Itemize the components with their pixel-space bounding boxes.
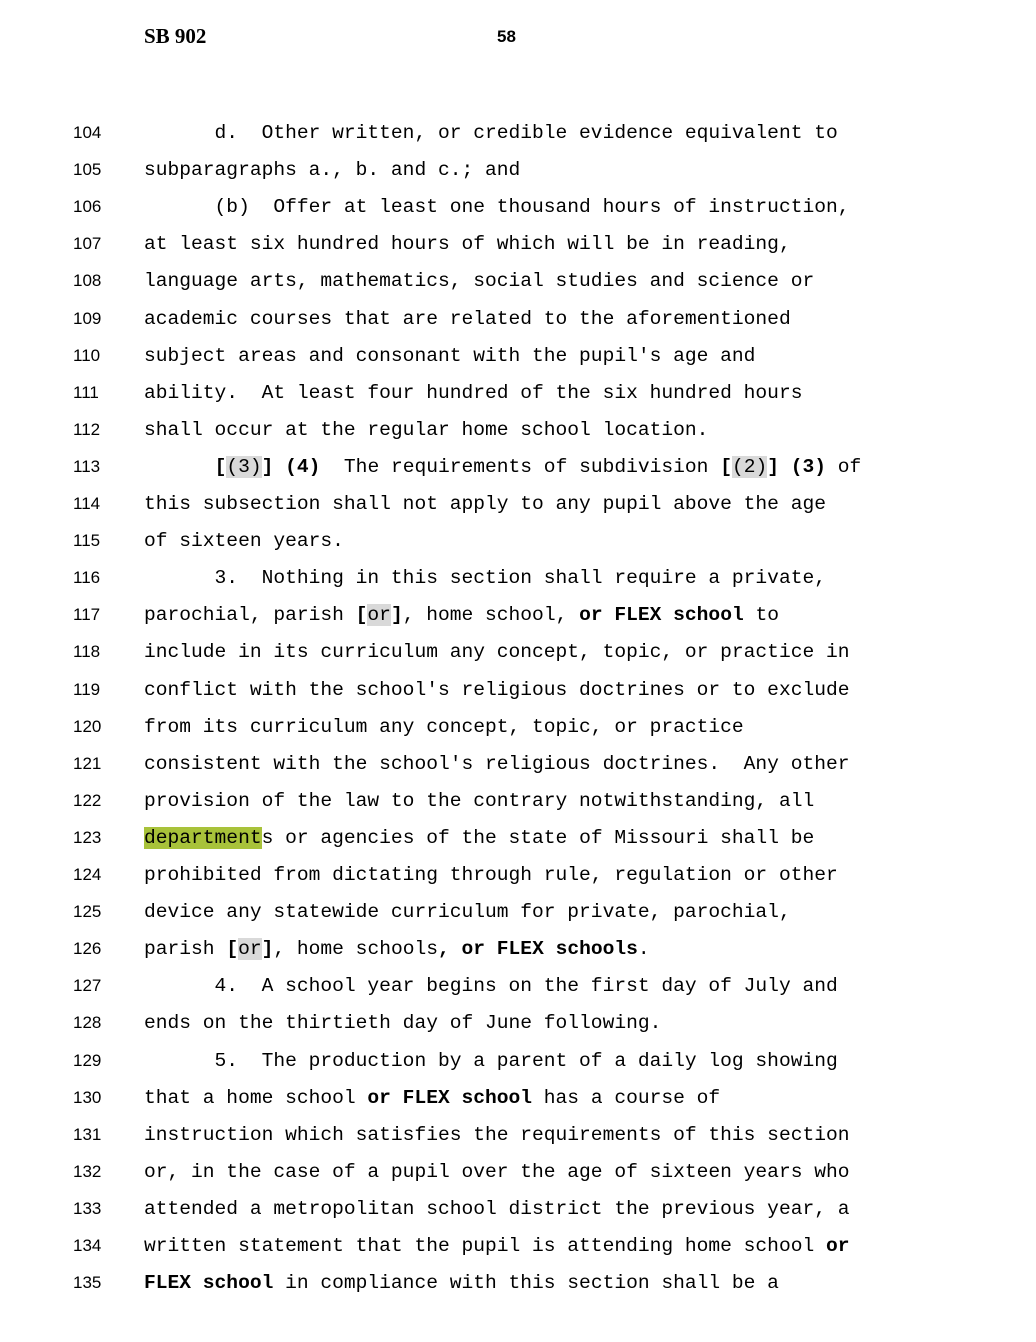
line-number: 116 bbox=[73, 568, 101, 588]
bill-line bbox=[0, 672, 1036, 709]
bill-line bbox=[0, 560, 1036, 597]
line-text bbox=[144, 603, 779, 627]
bill-line bbox=[0, 375, 1036, 412]
line-number: 122 bbox=[73, 790, 102, 810]
text-run: this subsection shall not apply to any pupil above the age bbox=[144, 493, 826, 515]
bill-line bbox=[0, 486, 1036, 523]
bold-inserted-text: ] bbox=[261, 938, 274, 961]
bold-inserted-text: or FLEX school bbox=[367, 1086, 533, 1109]
line-number: 128 bbox=[73, 1013, 102, 1033]
bill-line bbox=[0, 820, 1036, 857]
bill-line bbox=[0, 115, 1036, 152]
text-run: (b) Offer at least one thousand hours of instruction, bbox=[144, 196, 850, 219]
text-run: consistent with the school's religious doctrines. Any other bbox=[144, 752, 850, 775]
text-run: parish bbox=[144, 938, 227, 961]
line-number: 120 bbox=[73, 716, 102, 736]
line-number: 115 bbox=[73, 531, 101, 551]
bold-inserted-text: ] bbox=[390, 604, 403, 627]
text-run: shall occur at the regular home school location. bbox=[144, 418, 709, 441]
text-run: attended a metropolitan school district the previous year, a bbox=[144, 1197, 850, 1220]
line-text bbox=[144, 900, 791, 924]
bracketed-deleted-text: (3) bbox=[226, 455, 262, 478]
bold-inserted-text: or bbox=[825, 1235, 850, 1257]
line-text bbox=[144, 863, 838, 887]
line-number: 114 bbox=[73, 494, 101, 513]
line-number: 106 bbox=[73, 197, 102, 217]
line-text bbox=[144, 826, 814, 850]
line-number: 130 bbox=[73, 1087, 102, 1107]
text-run: or, in the case of a pupil over the age of sixteen years who bbox=[144, 1160, 850, 1183]
line-text bbox=[144, 1123, 850, 1147]
bill-identifier: SB 902 bbox=[144, 24, 207, 48]
page-number: 58 bbox=[497, 27, 516, 46]
text-run: 3. Nothing in this section shall require a private, bbox=[144, 567, 826, 590]
line-text bbox=[144, 381, 802, 405]
bill-line bbox=[0, 412, 1036, 449]
bill-line bbox=[0, 1080, 1036, 1117]
line-text bbox=[144, 1086, 720, 1110]
text-run: instruction which satisfies the requirements of this section bbox=[144, 1123, 850, 1146]
line-text bbox=[144, 678, 850, 702]
bill-line bbox=[0, 1005, 1036, 1042]
text-run: at least six hundred hours of which will be in reading, bbox=[144, 233, 791, 256]
line-text bbox=[144, 1271, 779, 1295]
bill-line bbox=[0, 634, 1036, 671]
bill-line bbox=[0, 1191, 1036, 1228]
text-run: parochial, parish bbox=[144, 604, 356, 627]
line-number: 129 bbox=[73, 1050, 102, 1070]
text-run: to bbox=[743, 604, 779, 627]
bill-line bbox=[0, 449, 1036, 486]
line-number: 127 bbox=[73, 976, 102, 996]
line-text bbox=[144, 937, 650, 961]
line-number: 105 bbox=[73, 160, 102, 180]
bill-line bbox=[0, 597, 1036, 634]
text-run: provision of the law to the contrary notwithstanding, all bbox=[144, 789, 815, 812]
bill-line bbox=[0, 857, 1036, 894]
line-text bbox=[144, 1197, 850, 1221]
bold-inserted-text: ] (4) bbox=[261, 455, 321, 478]
bill-line bbox=[0, 338, 1036, 375]
line-text bbox=[144, 121, 838, 145]
text-run: written statement that the pupil is attending home school bbox=[144, 1235, 826, 1257]
line-number: 107 bbox=[73, 234, 102, 254]
bill-line bbox=[0, 1265, 1036, 1302]
text-run bbox=[144, 456, 215, 478]
line-text bbox=[144, 195, 850, 219]
text-run: has a course of bbox=[532, 1086, 721, 1109]
text-run: in compliance with this section shall be a bbox=[273, 1272, 779, 1295]
text-run: language arts, mathematics, social studies and science or bbox=[144, 270, 815, 293]
bill-line bbox=[0, 226, 1036, 263]
line-text bbox=[144, 1011, 661, 1035]
text-run: include in its curriculum any concept, topic, or practice in bbox=[144, 641, 850, 664]
bold-inserted-text: FLEX school bbox=[144, 1272, 274, 1295]
line-number: 104 bbox=[73, 123, 102, 142]
line-number: 134 bbox=[73, 1236, 102, 1255]
bold-inserted-text: [ bbox=[355, 604, 368, 627]
bill-line bbox=[0, 894, 1036, 931]
line-number: 109 bbox=[73, 308, 102, 328]
line-text bbox=[144, 269, 814, 293]
line-text bbox=[144, 307, 791, 331]
bill-line bbox=[0, 263, 1036, 300]
text-run: subject areas and consonant with the pupil's age and bbox=[144, 344, 756, 367]
line-text bbox=[144, 1160, 850, 1184]
bill-line bbox=[0, 301, 1036, 338]
line-number: 123 bbox=[73, 827, 102, 847]
line-number: 113 bbox=[73, 456, 101, 476]
line-number: 119 bbox=[73, 679, 101, 699]
text-run: d. Other written, or credible evidence equivalent to bbox=[144, 122, 838, 144]
text-run: , home schools bbox=[273, 938, 438, 961]
bill-line bbox=[0, 189, 1036, 226]
bracketed-deleted-text: or bbox=[367, 604, 391, 627]
line-text bbox=[144, 492, 826, 516]
text-run: The requirements of subdivision bbox=[320, 455, 721, 478]
bold-inserted-text: [ bbox=[226, 938, 239, 961]
line-text bbox=[144, 232, 791, 256]
bracketed-deleted-text: (2) bbox=[731, 455, 768, 478]
bill-line bbox=[0, 931, 1036, 968]
line-number: 118 bbox=[73, 642, 101, 662]
bill-line bbox=[0, 1117, 1036, 1154]
text-run: 4. A school year begins on the first day of July and bbox=[144, 975, 838, 998]
line-text bbox=[144, 529, 344, 553]
bill-line bbox=[0, 1043, 1036, 1080]
text-run: from its curriculum any concept, topic, or practice bbox=[144, 715, 744, 738]
line-number: 135 bbox=[73, 1273, 102, 1293]
line-number: 125 bbox=[73, 902, 102, 922]
bold-inserted-text: or FLEX school bbox=[579, 604, 744, 627]
line-text bbox=[144, 752, 850, 776]
line-text bbox=[144, 974, 838, 998]
line-number: 133 bbox=[73, 1198, 102, 1218]
line-number: 126 bbox=[73, 939, 102, 959]
line-number: 111 bbox=[73, 382, 99, 402]
bill-line bbox=[0, 523, 1036, 560]
line-text bbox=[144, 418, 708, 442]
bold-inserted-text: [ bbox=[214, 455, 227, 478]
line-text bbox=[144, 566, 826, 590]
bold-inserted-text: , or FLEX schools bbox=[438, 938, 638, 961]
text-run: conflict with the school's religious doctrines or to exclude bbox=[144, 678, 850, 701]
text-run: . bbox=[637, 938, 650, 961]
bill-line bbox=[0, 152, 1036, 189]
line-number: 117 bbox=[73, 605, 101, 625]
text-run: academic courses that are related to the aforementioned bbox=[144, 307, 791, 330]
line-text bbox=[144, 715, 744, 739]
bill-line bbox=[0, 968, 1036, 1005]
line-number: 108 bbox=[73, 271, 102, 291]
text-run: of bbox=[826, 455, 862, 478]
text-run: prohibited from dictating through rule, regulation or other bbox=[144, 864, 838, 886]
text-run: s or agencies of the state of Missouri shall be bbox=[261, 826, 815, 849]
line-text bbox=[144, 455, 861, 479]
line-number: 124 bbox=[73, 865, 102, 884]
text-run: of sixteen years. bbox=[144, 530, 344, 553]
line-text bbox=[144, 640, 850, 664]
text-run: ability. At least four hundred of the six hundred hours bbox=[144, 381, 803, 404]
text-run: 5. The production by a parent of a daily log showing bbox=[144, 1049, 838, 1072]
bill-line bbox=[0, 1154, 1036, 1191]
bold-inserted-text: ] (3) bbox=[767, 455, 827, 478]
line-number: 110 bbox=[73, 345, 101, 365]
bracketed-deleted-text: or bbox=[238, 938, 262, 961]
bill-line bbox=[0, 746, 1036, 783]
line-text bbox=[144, 344, 755, 368]
line-number: 121 bbox=[73, 753, 102, 773]
text-run: device any statewide curriculum for private, parochial, bbox=[144, 901, 791, 924]
text-run: , home school, bbox=[402, 604, 580, 627]
bill-line bbox=[0, 709, 1036, 746]
line-text bbox=[144, 1234, 850, 1258]
line-number: 132 bbox=[73, 1161, 102, 1181]
text-run: that a home school bbox=[144, 1086, 368, 1109]
text-run: subparagraphs a., b. and c.; and bbox=[144, 159, 521, 182]
highlighted-text: department bbox=[144, 826, 262, 849]
line-text bbox=[144, 789, 814, 813]
line-number: 131 bbox=[73, 1124, 102, 1144]
bold-inserted-text: [ bbox=[720, 455, 732, 478]
line-text bbox=[144, 158, 520, 182]
bill-line bbox=[0, 1228, 1036, 1265]
line-number: 112 bbox=[73, 419, 101, 439]
bill-line bbox=[0, 783, 1036, 820]
text-run: ends on the thirtieth day of June following. bbox=[144, 1012, 662, 1035]
line-text bbox=[144, 1049, 838, 1073]
